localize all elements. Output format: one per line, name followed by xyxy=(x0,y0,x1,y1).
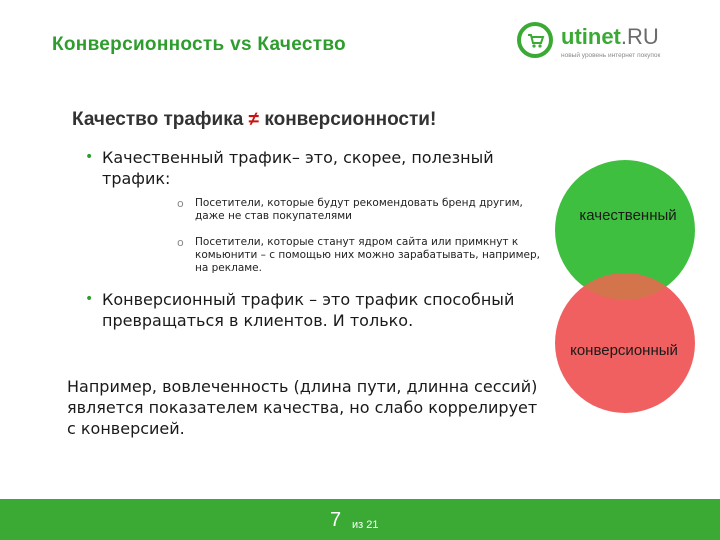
slide-title: Конверсионность vs Качество xyxy=(52,34,346,55)
bullet-dot: • xyxy=(85,149,94,165)
sub-bullet-community xyxy=(177,236,545,275)
bullet-quality-text: Качественный трафик– это, скорее, полезный трафик: xyxy=(102,148,494,188)
venn-diagram xyxy=(540,160,710,420)
cart-icon xyxy=(517,22,553,58)
heading-suffix: конверсионности! xyxy=(264,109,437,130)
utinet-logo xyxy=(517,22,707,68)
logo-name: utinet xyxy=(561,24,621,49)
sub-bullet-recommend xyxy=(177,197,535,223)
page-number: 7 xyxy=(330,509,342,531)
heading-prefix: Качество трафика xyxy=(72,109,244,130)
bullet-conversion-text: Конверсионный трафик – это трафик способный превращаться в клиентов. И только. xyxy=(102,290,515,330)
sub-bullet-marker: o xyxy=(177,197,184,210)
slide-heading xyxy=(72,109,436,131)
bullet-quality xyxy=(85,147,548,189)
venn-label-conversion: конверсионный xyxy=(570,342,678,359)
sub-bullet-community-text: Посетители, которые станут ядром сайта или примкнут к комьюнити – с помощью них можно зарабатывать, например, на рекламе. xyxy=(195,236,541,274)
sub-bullet-marker: o xyxy=(177,236,184,249)
bullet-conversion xyxy=(85,289,558,331)
logo-wordmark xyxy=(561,24,659,50)
page-total: из 21 xyxy=(352,519,379,531)
not-equal-symbol: ≠ xyxy=(248,109,260,130)
logo-domain: .RU xyxy=(620,24,659,49)
example-paragraph: Например, вовлеченность (длина пути, длинна сессий) является показателем качества, но слабо коррелирует с конверсией. xyxy=(67,377,538,438)
bullet-dot: • xyxy=(85,291,94,307)
footer-bar xyxy=(0,499,720,540)
venn-label-quality: качественный xyxy=(579,207,677,224)
sub-bullet-recommend-text: Посетители, которые будут рекомендовать бренд другим, даже не став покупателями xyxy=(195,197,523,222)
logo-tagline: новый уровень интернет покупок xyxy=(561,52,661,59)
